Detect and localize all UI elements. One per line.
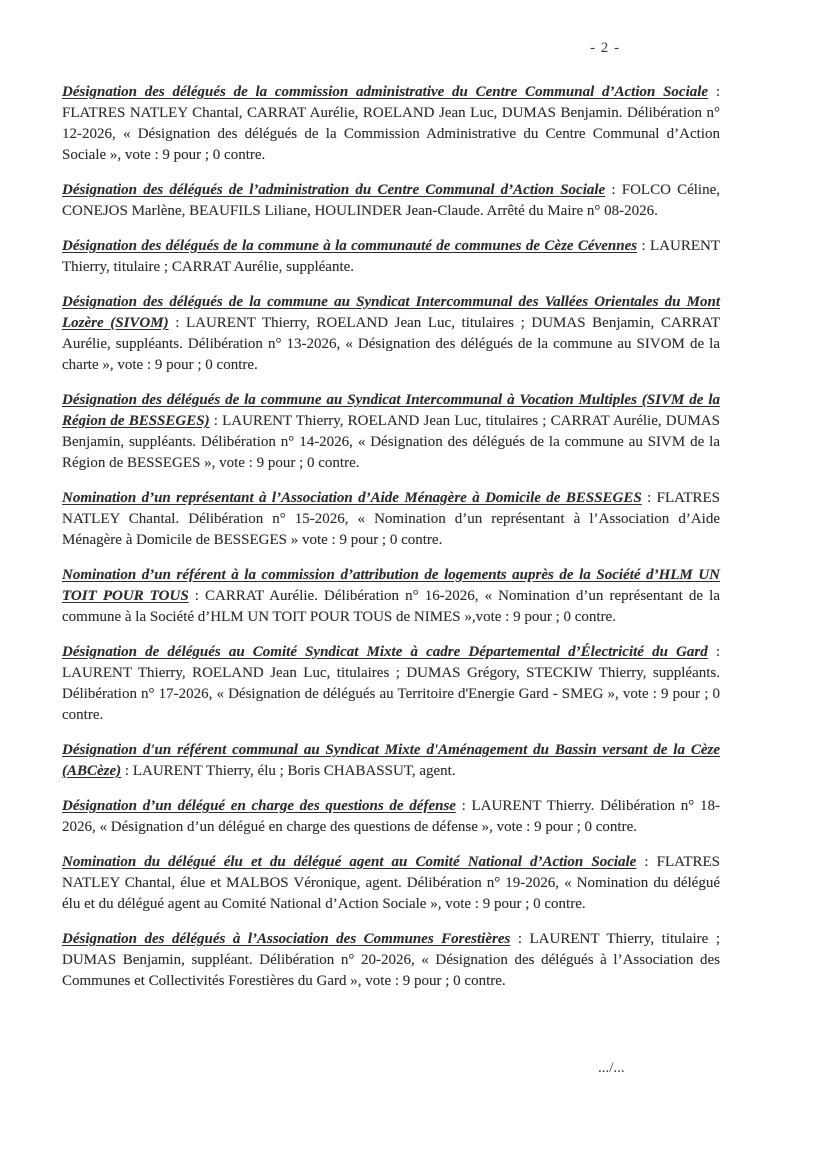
paragraph-heading: Nomination d’un représentant à l’Association d’Aide Ménagère à Domicile de BESSEGES — [62, 490, 642, 506]
paragraph-10 — [62, 796, 720, 838]
paragraph-03 — [62, 236, 720, 278]
paragraph-body: : LAURENT Thierry, titulaire ; DUMAS Benjamin, suppléant. Délibération n° 20-2026, « Désignation des délégués à l’Association des Communes et Collectivités Forestières du Gard », vote : 9 pour ; 0 contre. — [62, 931, 720, 989]
paragraph-01 — [62, 82, 720, 166]
paragraph-05 — [62, 390, 720, 474]
paragraph-heading: Nomination du délégué élu et du délégué agent au Comité National d’Action Sociale — [62, 854, 637, 870]
paragraph-11 — [62, 852, 720, 915]
paragraph-09 — [62, 740, 720, 782]
continuation-mark: .../... — [598, 1060, 625, 1076]
paragraph-body: : FOLCO Céline, CONEJOS Marlène, BEAUFILS Liliane, HOULINDER Jean-Claude. Arrêté du Maire n° 08-2026. — [62, 182, 721, 219]
paragraph-body: : LAURENT Thierry, ROELAND Jean Luc, titulaires ; DUMAS Grégory, STECKIW Thierry, suppléants. Délibération n° 17-2026, « Désignation de délégués au Territoire d'Energie Gard - SMEG », vote : 9 pour ; 0 contre. — [62, 644, 721, 723]
paragraph-heading: Nomination d’un référent à la commission d’attribution de logements auprès de la Société d’HLM UN TOIT POUR TOUS — [62, 567, 720, 604]
paragraph-06 — [62, 488, 720, 551]
paragraph-08 — [62, 642, 720, 726]
paragraph-heading: Désignation d'un référent communal au Syndicat Mixte d'Aménagement du Bassin versant de la Cèze (ABCèze) — [62, 742, 720, 779]
paragraph-12 — [62, 929, 720, 992]
paragraph-02 — [62, 180, 720, 222]
paragraph-heading: Désignation des délégués de la commune au Syndicat Intercommunal à Vocation Multiples (SIVM de la Région de BESSEGES) — [62, 392, 720, 429]
paragraph-body: : CARRAT Aurélie. Délibération n° 16-2026, « Nomination d’un représentant de la commune à la Société d’HLM UN TOIT POUR TOUS de NIMES »,vote : 9 pour ; 0 contre. — [62, 588, 720, 625]
paragraph-body: : LAURENT Thierry, ROELAND Jean Luc, titulaires ; DUMAS Benjamin, CARRAT Aurélie, suppléants. Délibération n° 13-2026, « Désignation des délégués de la commune au SIVOM de la charte », vote : 9 pour ; 0 contre. — [62, 315, 721, 373]
paragraph-body: : LAURENT Thierry, titulaire ; CARRAT Aurélie, suppléante. — [62, 238, 720, 275]
page-number: - 2 - — [590, 40, 620, 56]
paragraph-heading: Désignation d’un délégué en charge des questions de défense — [62, 798, 456, 814]
paragraph-heading: Désignation des délégués de l’administration du Centre Communal d’Action Sociale — [62, 182, 606, 198]
paragraph-04 — [62, 292, 720, 376]
paragraph-07 — [62, 565, 720, 628]
paragraph-body: : LAURENT Thierry, élu ; Boris CHABASSUT, agent. — [121, 763, 456, 779]
paragraph-body: : FLATRES NATLEY Chantal. Délibération n° 15-2026, « Nomination d’un représentant à l’Association d’Aide Ménagère à Domicile de BESSEGES » vote : 9 pour ; 0 contre. — [62, 490, 720, 548]
paragraph-body: : LAURENT Thierry. Délibération n° 18-2026, « Désignation d’un délégué en charge des questions de défense », vote : 9 pour ; 0 contre. — [62, 798, 720, 835]
paragraph-heading: Désignation de délégués au Comité Syndicat Mixte à cadre Départemental d’Électricité du Gard — [62, 644, 708, 660]
paragraph-heading: Désignation des délégués de la commission administrative du Centre Communal d’Action Sociale — [62, 84, 709, 100]
paragraph-heading: Désignation des délégués à l’Association des Communes Forestières — [62, 931, 511, 947]
paragraph-body: : LAURENT Thierry, ROELAND Jean Luc, titulaires ; CARRAT Aurélie, DUMAS Benjamin, suppléants. Délibération n° 14-2026, « Désignation des délégués de la commune au SIVM de la Région de BESSEGES », vote : 9 pour ; 0 contre. — [62, 413, 720, 471]
document-content — [62, 82, 720, 1006]
paragraph-body: : FLATRES NATLEY Chantal, CARRAT Aurélie, ROELAND Jean Luc, DUMAS Benjamin. Délibération n° 12-2026, « Désignation des délégués de la Commission Administrative du Centre Communal d’Action Sociale », vote : 9 pour ; 0 contre. — [62, 84, 720, 163]
paragraph-heading: Désignation des délégués de la commune au Syndicat Intercommunal des Vallées Orientales du Mont Lozère (SIVOM) — [62, 294, 720, 331]
paragraph-body: : FLATRES NATLEY Chantal, élue et MALBOS Véronique, agent. Délibération n° 19-2026, « Nomination du délégué élu et du délégué agent au Comité National d’Action Sociale », vote : 9 pour ; 0 contre. — [62, 854, 720, 912]
paragraph-heading: Désignation des délégués de la commune à la communauté de communes de Cèze Cévennes — [62, 238, 638, 254]
